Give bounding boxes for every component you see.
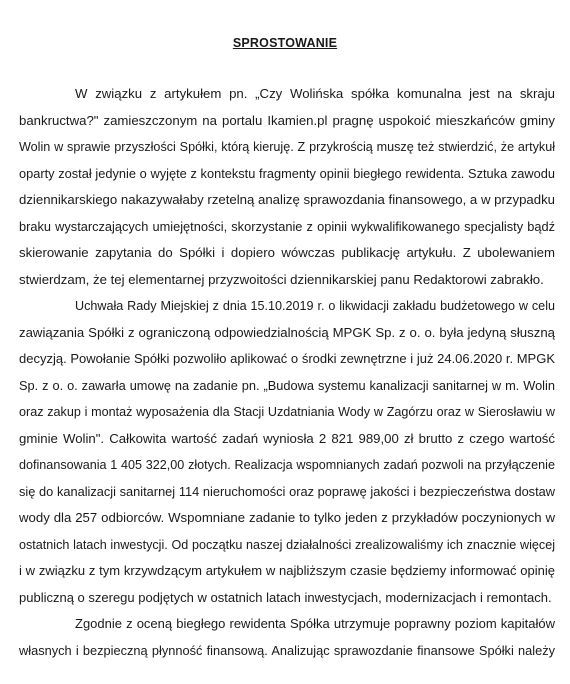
text-line: stwierdzam, że tej elementarnej przyzwoitości dziennikarskiej panu Redaktorowi zabrakło. [19,271,544,287]
text-line: i w związku z tym krzywdzącym artykułem w najbliższym czasie będziemy informować opinię [19,563,555,578]
text-line: bankructwa?" zamieszczonym na portalu Ikamien.pl pragnę uspokoić mieszkańców gminy [19,112,555,128]
text-line: publiczną o szeregu podjętych w ostatnich latach inwestycjach, modernizacjach i remontach. [19,589,552,605]
document-title: SPROSTOWANIE [232,36,338,50]
text-line: własnych i bezpieczną płynność finansową. Analizując sprawozdanie finansowe Spółki należy [19,642,555,658]
text-line: Sp. z o. o. zawarła umowę na zadanie pn. „Budowa systemu kanalizacji sanitarnej w m. Wolin [19,377,555,393]
text-line: ostatnich latach inwestycji. Od początku naszej działalności zrealizowaliśmy ich znacznie więcej [19,537,555,552]
text-line: zawiązania Spółki z ograniczoną odpowiedzialnością MPGK Sp. z o. o. była jedyną słuszną [19,324,555,340]
text-line: się do kanalizacji sanitarnej 114 nieruchomości oraz poprawę jakości i bezpieczeństwa dostaw [19,483,555,499]
text-line: skierowanie zapytania do Spółki i dopiero wówczas publikację artykułu. Z ubolewaniem [19,245,555,260]
text-line: decyzją. Powołanie Spółki pozwoliło aplikować o środki zewnętrzne i już 24.06.2020 r. MPGK [19,351,555,366]
text-line: dziennikarskiego nakazywałaby rzetelną analizę sprawozdania finansowego, a w przypadku [19,192,555,207]
text-line: Uchwała Rady Miejskiej z dnia 15.10.2019 r. o likwidacji zakładu budżetowego w celu [75,299,555,313]
text-line: braku wystarczających umiejętności, skorzystanie z opinii wykwalifikowanego specjalisty bądź [19,218,555,234]
text-line: Zgodnie z oceną biegłego rewidenta Spółka utrzymuje poprawny poziom kapitałów [75,616,555,631]
text-line: oraz zakup i montaż wyposażenia dla Stacji Uzdatniania Wody w Zagórzu oraz w Sierosławiu w [19,405,555,419]
text-line: W związku z artykułem pn. „Czy Wolińska spółka komunalna jest na skraju [75,86,555,101]
document-body [19,81,555,664]
text-line: wody dla 257 odbiorców. Wspomniane zadanie to tylko jeden z przykładów poczynionych w [19,510,555,525]
text-line: Wolin w sprawie przyszłości Spółki, którą kieruję. Z przykrością muszę też stwierdzić, że artykuł [19,140,555,154]
text-line: gminie Wolin". Całkowita wartość zadań wyniosła 2 821 989,00 zł brutto z czego wartość [19,430,555,446]
text-line: oparty został jedynie o wyjęte z kontekstu fragmenty opinii biegłego rewidenta. Sztuka zawodu [19,165,555,181]
text-line: dofinansowania 1 405 322,00 złotych. Realizacja wspomnianych zadań pozwoli na przyłączenie [19,458,555,472]
